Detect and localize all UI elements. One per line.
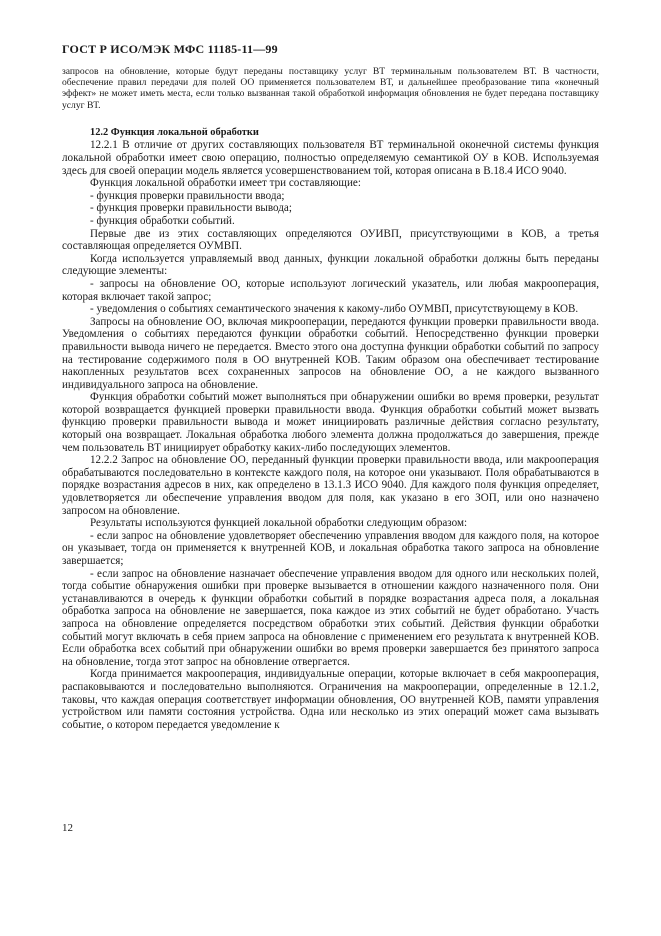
list-item: - функция проверки правильности ввода; — [90, 189, 285, 202]
list-item: - уведомления о событиях семантического значения к какому-либо ОУМВП, присутствующему в КОВ. — [90, 303, 579, 316]
paragraph-controlled-input: Когда используется управляемый ввод данных, функции локальной обработки должны быть переданы следующие элементы: — [62, 252, 599, 278]
passed-elements-list — [62, 278, 599, 316]
paragraph-12-2-1: 12.2.1 В отличие от других составляющих пользователя ВТ терминальной оконечной системы функция локальной обработки имеет свою операцию, полностью определяемую семантикой ОУ в КОВ. Используемая здесь для своей операции модель является усовершенствованием той, которая описана в В.18.4 ИСО 9040. — [62, 139, 599, 177]
list-item: - функция обработки событий. — [90, 214, 235, 227]
list-item: - функция проверки правильности вывода; — [90, 202, 292, 215]
paragraph-results-usage: Результаты используются функцией локальной обработки следующим образом: — [90, 517, 468, 530]
page-number: 12 — [62, 822, 73, 834]
list-item: - если запрос на обновление назначает обеспечение управления вводом для одного или нескольких полей, тогда событие обнаружения ошибки при проверке вызывается в отношении каждого назначенного поля. Они устанавливаются в очередь к функции обработки событий в порядке возрастания адреса поля, а локальная обработка запроса на обновление не завершается, пока каждое из этих событий не будет обработано. Участь запроса на обновление определяется посредством обработки этих событий. Действия функции обработки событий могут включать в себя прием запроса на обновление с применением его результата к внутренней КОВ. Если обработка всех событий при обнаружении ошибки во время проверки завершается без принятого запроса на обновление, тогда этот запрос на обновление отвергается. — [62, 567, 599, 668]
paragraph-components-intro: Функция локальной обработки имеет три составляющие: — [90, 177, 361, 190]
page-body — [62, 66, 599, 731]
list-item: - если запрос на обновление удовлетворяет обеспечению управления вводом для каждого поля, на которое он указывает, тогда он применяется к внутренней КОВ, и локальная обработка такого запроса на обновление завершается; — [62, 529, 599, 567]
intro-paragraph: запросов на обновление, которые будут переданы поставщику услуг ВТ терминальным пользователем ВТ. В частности, обеспечение правил передачи для полей ОО применяется пользователем ВТ, и дальнейшее преобразование типа «конечный эффект» не может иметь места, если только вызванная такой обработкой информация обновления не будет передана поставщику услуг ВТ. — [62, 66, 599, 111]
section-heading: 12.2 Функция локальной обработки — [90, 126, 259, 138]
results-list — [62, 530, 599, 669]
list-item: - запросы на обновление ОО, которые используют логический указатель, или любая макрооперация, которая включает такой запрос; — [62, 277, 599, 303]
paragraph-components-defined: Первые две из этих составляющих определяются ОУИВП, присутствующими в КОВ, а третья составляющая определяется ОУМВП. — [62, 227, 599, 253]
page-header-title: ГОСТ Р ИСО/МЭК МФС 11185-11—99 — [62, 42, 278, 56]
paragraph-macro-operation: Когда принимается макрооперация, индивидуальные операции, которые включает в себя макрооперация, распаковываются и последовательно выполняются. Ограничения на макрооперации, определенные в 12.1.2, таковы, что каждая операция соответствует информации обновления, ОО внутренней КОВ, памяти управления устройством или памяти состояния устройства. Одна или несколько из этих операций может сама вызывать событие, о котором передается уведомление к — [62, 668, 599, 731]
paragraph-update-requests: Запросы на обновление ОО, включая микрооперации, передаются функции проверки правильности ввода. Уведомления о событиях передаются функции обработки событий. Непосредственно функции проверки правильности вывода ничего не передается. Вместо этого она доступна функции обработки событий по запросу на тестирование содержимого поля в ОО внутренней КОВ. Таким образом она обеспечивает тестирование накопленных результатов всех сохраненных запросов на обновление ОО, а не каждого вызванного индивидуального запроса на обновление. — [62, 315, 599, 391]
components-list — [62, 190, 599, 228]
paragraph-12-2-2: 12.2.2 Запрос на обновление ОО, переданный функции проверки правильности ввода, или макрооперация обрабатываются последовательно в контексте каждого поля, на которое они указывают. Поля обрабатываются в порядке возрастания адресов в них, как определено в 13.1.3 ИСО 9040. Для каждого поля функция определяет, удовлетворяется ли обеспечение управления вводом для поля, как указано в его ЗОП, или оно назначено запросом на обновление. — [62, 454, 599, 517]
paragraph-event-processing: Функция обработки событий может выполняться при обнаружении ошибки во время проверки, результат которой возвращается функцией проверки правильности ввода. Функция обработки событий может вызвать функцию проверки правильности вывода и может инициировать различные действия согласно результату, который она возвращает. Локальная обработка любого элемента должна продолжаться до завершения, прежде чем пользователь ВТ инициирует обработку каких-либо последующих элементов. — [62, 391, 599, 454]
